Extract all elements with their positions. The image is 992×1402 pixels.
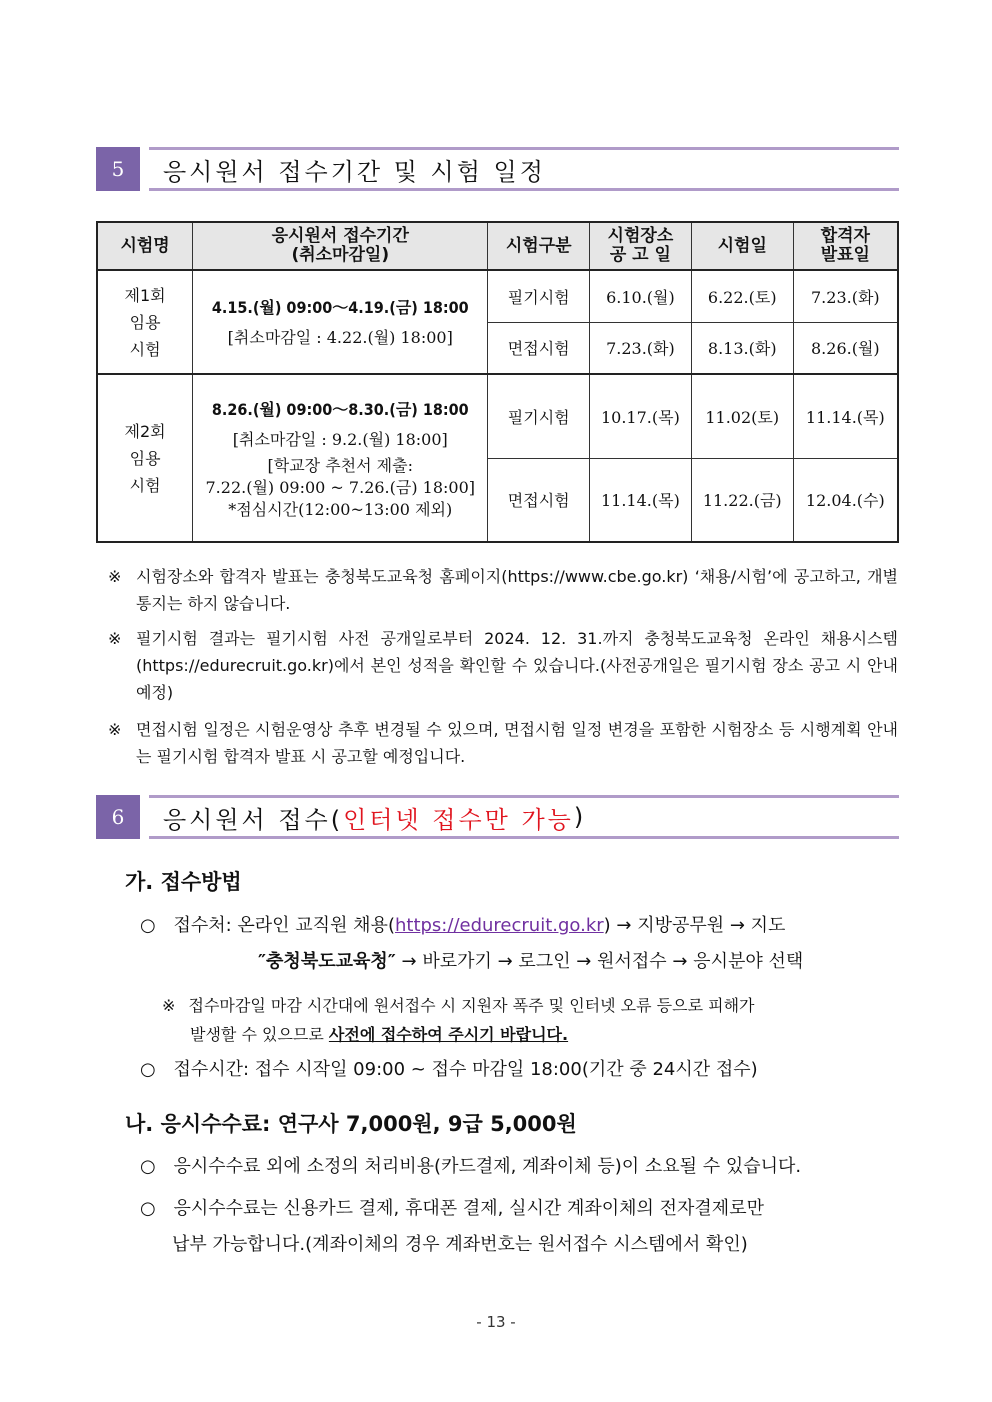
application-location: [140, 909, 900, 943]
section-5-header: [96, 147, 899, 191]
exam1-written-result-date: 7.23.(화): [793, 270, 898, 322]
exam2-interview-type: 면접시험: [488, 458, 590, 542]
exam2-period-main: 8.26.(월) 09:00～8.30.(금) 18:00: [211, 400, 469, 419]
header-period-line2: (취소마감일): [291, 245, 390, 265]
subheading-application-fee: 나. 응시수수료: 연구사 7,000원, 9급 5,000원: [125, 1112, 577, 1136]
note-text: 면접시험 일정은 시험운영상 추후 변경될 수 있으며, 면접시험 일정 변경을 포함한 시험장소 등 시행계획 안내는 필기시험 합격자 발표 시 공고할 예정입니다.: [136, 720, 898, 766]
table-row: [97, 270, 898, 322]
header-venue-line2: 공 고 일: [609, 245, 671, 265]
edurecruit-link[interactable]: https://edurecruit.go.kr: [394, 915, 604, 936]
exam2-written-venue-date: 10.17.(목): [590, 374, 692, 458]
section-title-prefix: 응시원서 접수(: [163, 805, 344, 834]
section-title-highlight: 인터넷 접수만 가능: [343, 805, 574, 834]
note-interview-schedule: [108, 716, 898, 770]
exam2-cancel-deadline: [취소마감일 : 9.2.(월) 18:00]: [232, 430, 448, 449]
exam1-name-line2: 임용: [129, 312, 161, 332]
exam1-period-main: 4.15.(월) 09:00～4.19.(금) 18:00: [211, 298, 469, 317]
fee-extra-cost-text: 응시수수료 외에 소정의 처리비용(카드결제, 계좌이체 등)이 소요될 수 있습니다.: [173, 1156, 802, 1177]
exam2-interview-venue-date: 11.14.(목): [590, 458, 692, 542]
exam1-interview-result-date: 8.26.(월): [793, 322, 898, 374]
deadline-warning-prefix: 발생할 수 있으므로: [190, 1025, 329, 1044]
exam1-interview-exam-date: 8.13.(화): [691, 322, 793, 374]
exam2-name-line1: 제2회: [124, 421, 166, 441]
exam-schedule-table: [96, 221, 899, 543]
note-text: 시험장소와 합격자 발표는 충청북도교육청 홈페이지(https://www.cbe.go.kr) ‘채용/시험’에 공고하고, 개별 통지는 하지 않습니다.: [136, 567, 898, 613]
exam1-written-type: 필기시험: [488, 270, 590, 322]
exam1-interview-type: 면접시험: [488, 322, 590, 374]
fee-payment-methods: [140, 1192, 900, 1226]
office-name: ″충청북도교육청″: [258, 951, 396, 972]
header-period-line1: 응시원서 접수기간: [271, 226, 409, 246]
fee-extra-cost: [140, 1150, 900, 1184]
exam2-interview-exam-date: 11.22.(금): [691, 458, 793, 542]
header-exam-date: 시험일: [691, 222, 793, 270]
exam1-name-line3: 시험: [129, 339, 161, 359]
bullet-icon: ○: [140, 915, 156, 936]
header-venue-line1: 시험장소: [607, 226, 674, 246]
exam1-written-venue-date: 6.10.(월): [590, 270, 692, 322]
bullet-icon: ○: [140, 1156, 156, 1177]
section-number: 6: [96, 795, 140, 839]
deadline-warning-note: [162, 991, 898, 1020]
exam1-name-line1: 제1회: [124, 285, 166, 305]
subheading-application-method: 가. 접수방법: [125, 870, 242, 894]
header-result-line2: 발표일: [820, 245, 870, 265]
application-location-prefix: 접수처: 온라인 교직원 채용(: [173, 915, 395, 936]
application-path: [258, 945, 898, 979]
note-text: 필기시험 결과는 필기시험 사전 공개일로부터 2024. 12. 31.까지 충청북도교육청 온라인 채용시스템(https://edurecruit.go.kr)에서 본인 성적을 확인할 수 있습니다.(사전공개일은 필기시험 장소 공고 시 안내예정): [136, 629, 898, 702]
fee-payment-line2: 납부 가능합니다.(계좌이체의 경우 계좌번호는 원서접수 시스템에서 확인): [172, 1234, 748, 1255]
header-type: 시험구분: [488, 222, 590, 270]
exam1-written-exam-date: 6.22.(토): [691, 270, 793, 322]
header-venue: [590, 222, 692, 270]
exam2-recommend-line2: 7.22.(월) 09:00 ~ 7.26.(금) 18:00]: [205, 478, 476, 497]
header-result: [793, 222, 898, 270]
exam2-name-line2: 임용: [129, 448, 161, 468]
exam2-written-type: 필기시험: [488, 374, 590, 458]
bullet-icon: ○: [140, 1198, 156, 1219]
table-row: [97, 374, 898, 458]
note-venue-announcement: [108, 563, 898, 617]
application-time: [140, 1053, 900, 1087]
section-6-header: [96, 795, 899, 839]
application-time-text: 접수시간: 접수 시작일 09:00 ~ 접수 마감일 18:00(기간 중 24시간 접수): [173, 1059, 758, 1080]
section-number: 5: [96, 147, 140, 191]
header-period: [193, 222, 488, 270]
exam1-cancel-deadline: [취소마감일 : 4.22.(월) 18:00]: [227, 328, 453, 347]
header-result-line1: 합격자: [820, 226, 870, 246]
exam1-period-cell: [193, 270, 488, 374]
note-written-results: [108, 625, 898, 706]
section-title: [149, 795, 899, 839]
exam1-name-cell: [97, 270, 193, 374]
deadline-warning-line1: 접수마감일 마감 시간대에 원서접수 시 지원자 폭주 및 인터넷 오류 등으로 피해가: [188, 996, 755, 1015]
header-exam-name: 시험명: [97, 222, 193, 270]
exam2-name-line3: 시험: [129, 475, 161, 495]
exam2-period-cell: [193, 374, 488, 542]
exam1-interview-venue-date: 7.23.(화): [590, 322, 692, 374]
bullet-icon: ○: [140, 1059, 156, 1080]
note-mark: ※: [108, 720, 122, 739]
section-title-suffix: ): [573, 803, 587, 831]
application-location-suffix: ) → 지방공무원 → 지도: [603, 915, 786, 936]
exam2-recommend-line1: [학교장 추천서 제출:: [267, 456, 413, 475]
deadline-warning-line2: [190, 1020, 898, 1049]
page-number: - 13 -: [476, 1313, 516, 1331]
note-mark: ※: [108, 629, 122, 648]
deadline-warning-emphasis: 사전에 접수하여 주시기 바랍니다.: [328, 1025, 569, 1044]
exam2-written-result-date: 11.14.(목): [793, 374, 898, 458]
note-mark: ※: [108, 567, 122, 586]
note-mark: ※: [162, 996, 176, 1015]
exam2-interview-result-date: 12.04.(수): [793, 458, 898, 542]
table-header-row: [97, 222, 898, 270]
exam2-name-cell: [97, 374, 193, 542]
fee-payment-line1: 응시수수료는 신용카드 결제, 휴대폰 결제, 실시간 계좌이체의 전자결제로만: [173, 1198, 764, 1219]
exam2-written-exam-date: 11.02(토): [691, 374, 793, 458]
exam2-recommend-line3: *점심시간(12:00~13:00 제외): [228, 500, 453, 519]
section-title: 응시원서 접수기간 및 시험 일정: [149, 147, 899, 191]
application-path-steps: → 바로가기 → 로그인 → 원서접수 → 응시분야 선택: [395, 951, 804, 972]
